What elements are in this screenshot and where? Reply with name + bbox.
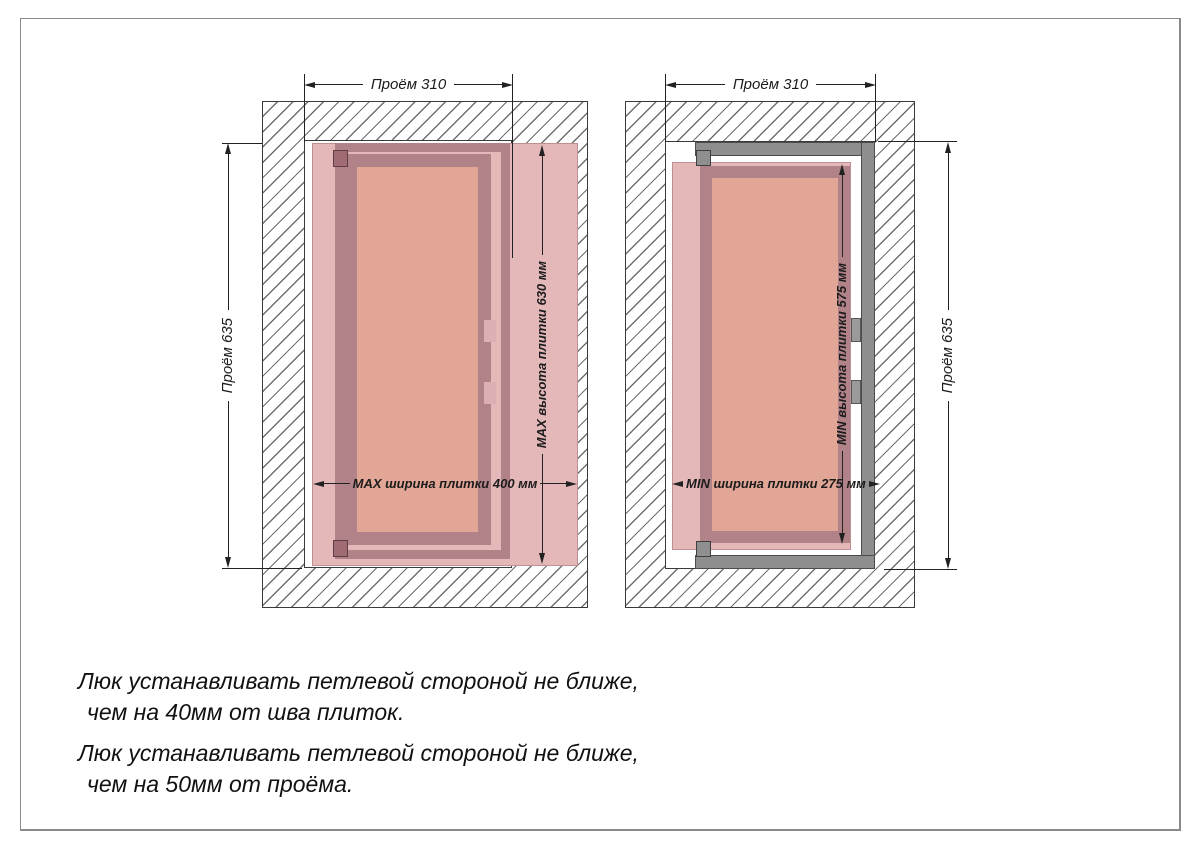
- note-line: Люк устанавливать петлевой стороной не ближе,: [78, 740, 639, 766]
- dim-opening-height: [220, 143, 236, 568]
- arrow-right-icon: [566, 481, 577, 487]
- latch-bottom: [484, 382, 496, 404]
- arrow-down-icon: [945, 558, 951, 569]
- dim-tile-width-max: [313, 476, 577, 491]
- hinge-top: [333, 150, 348, 167]
- dim-label: MAX ширина плитки 400 мм: [352, 476, 538, 491]
- arrow-left-icon: [313, 481, 324, 487]
- dim-opening-width: [665, 77, 876, 92]
- install-note-1: [78, 666, 639, 728]
- hinge-top: [696, 150, 711, 166]
- arrow-right-icon: [865, 82, 876, 88]
- dim-label: Проём 310: [370, 76, 447, 93]
- extension-line: [222, 568, 302, 569]
- arrow-right-icon: [502, 82, 513, 88]
- dim-label: Проём 310: [732, 76, 809, 93]
- dim-tile-height-max: [534, 145, 550, 564]
- hinge-bottom: [696, 541, 711, 557]
- dim-opening-width: [304, 77, 513, 92]
- dim-label: MAX высота плитки 630 мм: [534, 260, 549, 449]
- arrow-up-icon: [539, 145, 545, 156]
- dim-label: MIN ширина плитки 275 мм: [686, 476, 866, 491]
- steel-frame-right: [861, 142, 875, 569]
- note-line: Люк устанавливать петлевой стороной не ближе,: [78, 668, 639, 694]
- latch-bottom: [851, 380, 861, 404]
- latch-top: [851, 318, 861, 342]
- extension-line: [884, 569, 957, 570]
- dim-tile-width-min: [672, 476, 866, 491]
- steel-frame-bottom: [695, 555, 875, 569]
- arrow-up-icon: [945, 142, 951, 153]
- arrow-down-icon: [839, 533, 845, 544]
- install-note-2: [78, 738, 639, 800]
- arrow-down-icon: [539, 553, 545, 564]
- arrow-up-icon: [225, 143, 231, 154]
- dim-label: Проём 635: [939, 317, 956, 394]
- note-line: чем на 40мм от шва плиток.: [87, 699, 405, 725]
- steel-frame-top: [695, 142, 875, 156]
- dim-opening-height: [940, 142, 956, 569]
- arrow-right-icon: [869, 481, 880, 487]
- hinge-bottom: [333, 540, 348, 557]
- dim-label: Проём 635: [219, 317, 236, 394]
- arrow-left-icon: [665, 82, 676, 88]
- dim-label: MIN высота плитки 575 мм: [834, 262, 849, 446]
- arrow-up-icon: [839, 164, 845, 175]
- note-line: чем на 50мм от проёма.: [87, 771, 354, 797]
- latch-top: [484, 320, 496, 342]
- arrow-left-icon: [304, 82, 315, 88]
- extension-line: [512, 74, 513, 258]
- arrow-left-icon: [672, 481, 683, 487]
- arrow-down-icon: [225, 557, 231, 568]
